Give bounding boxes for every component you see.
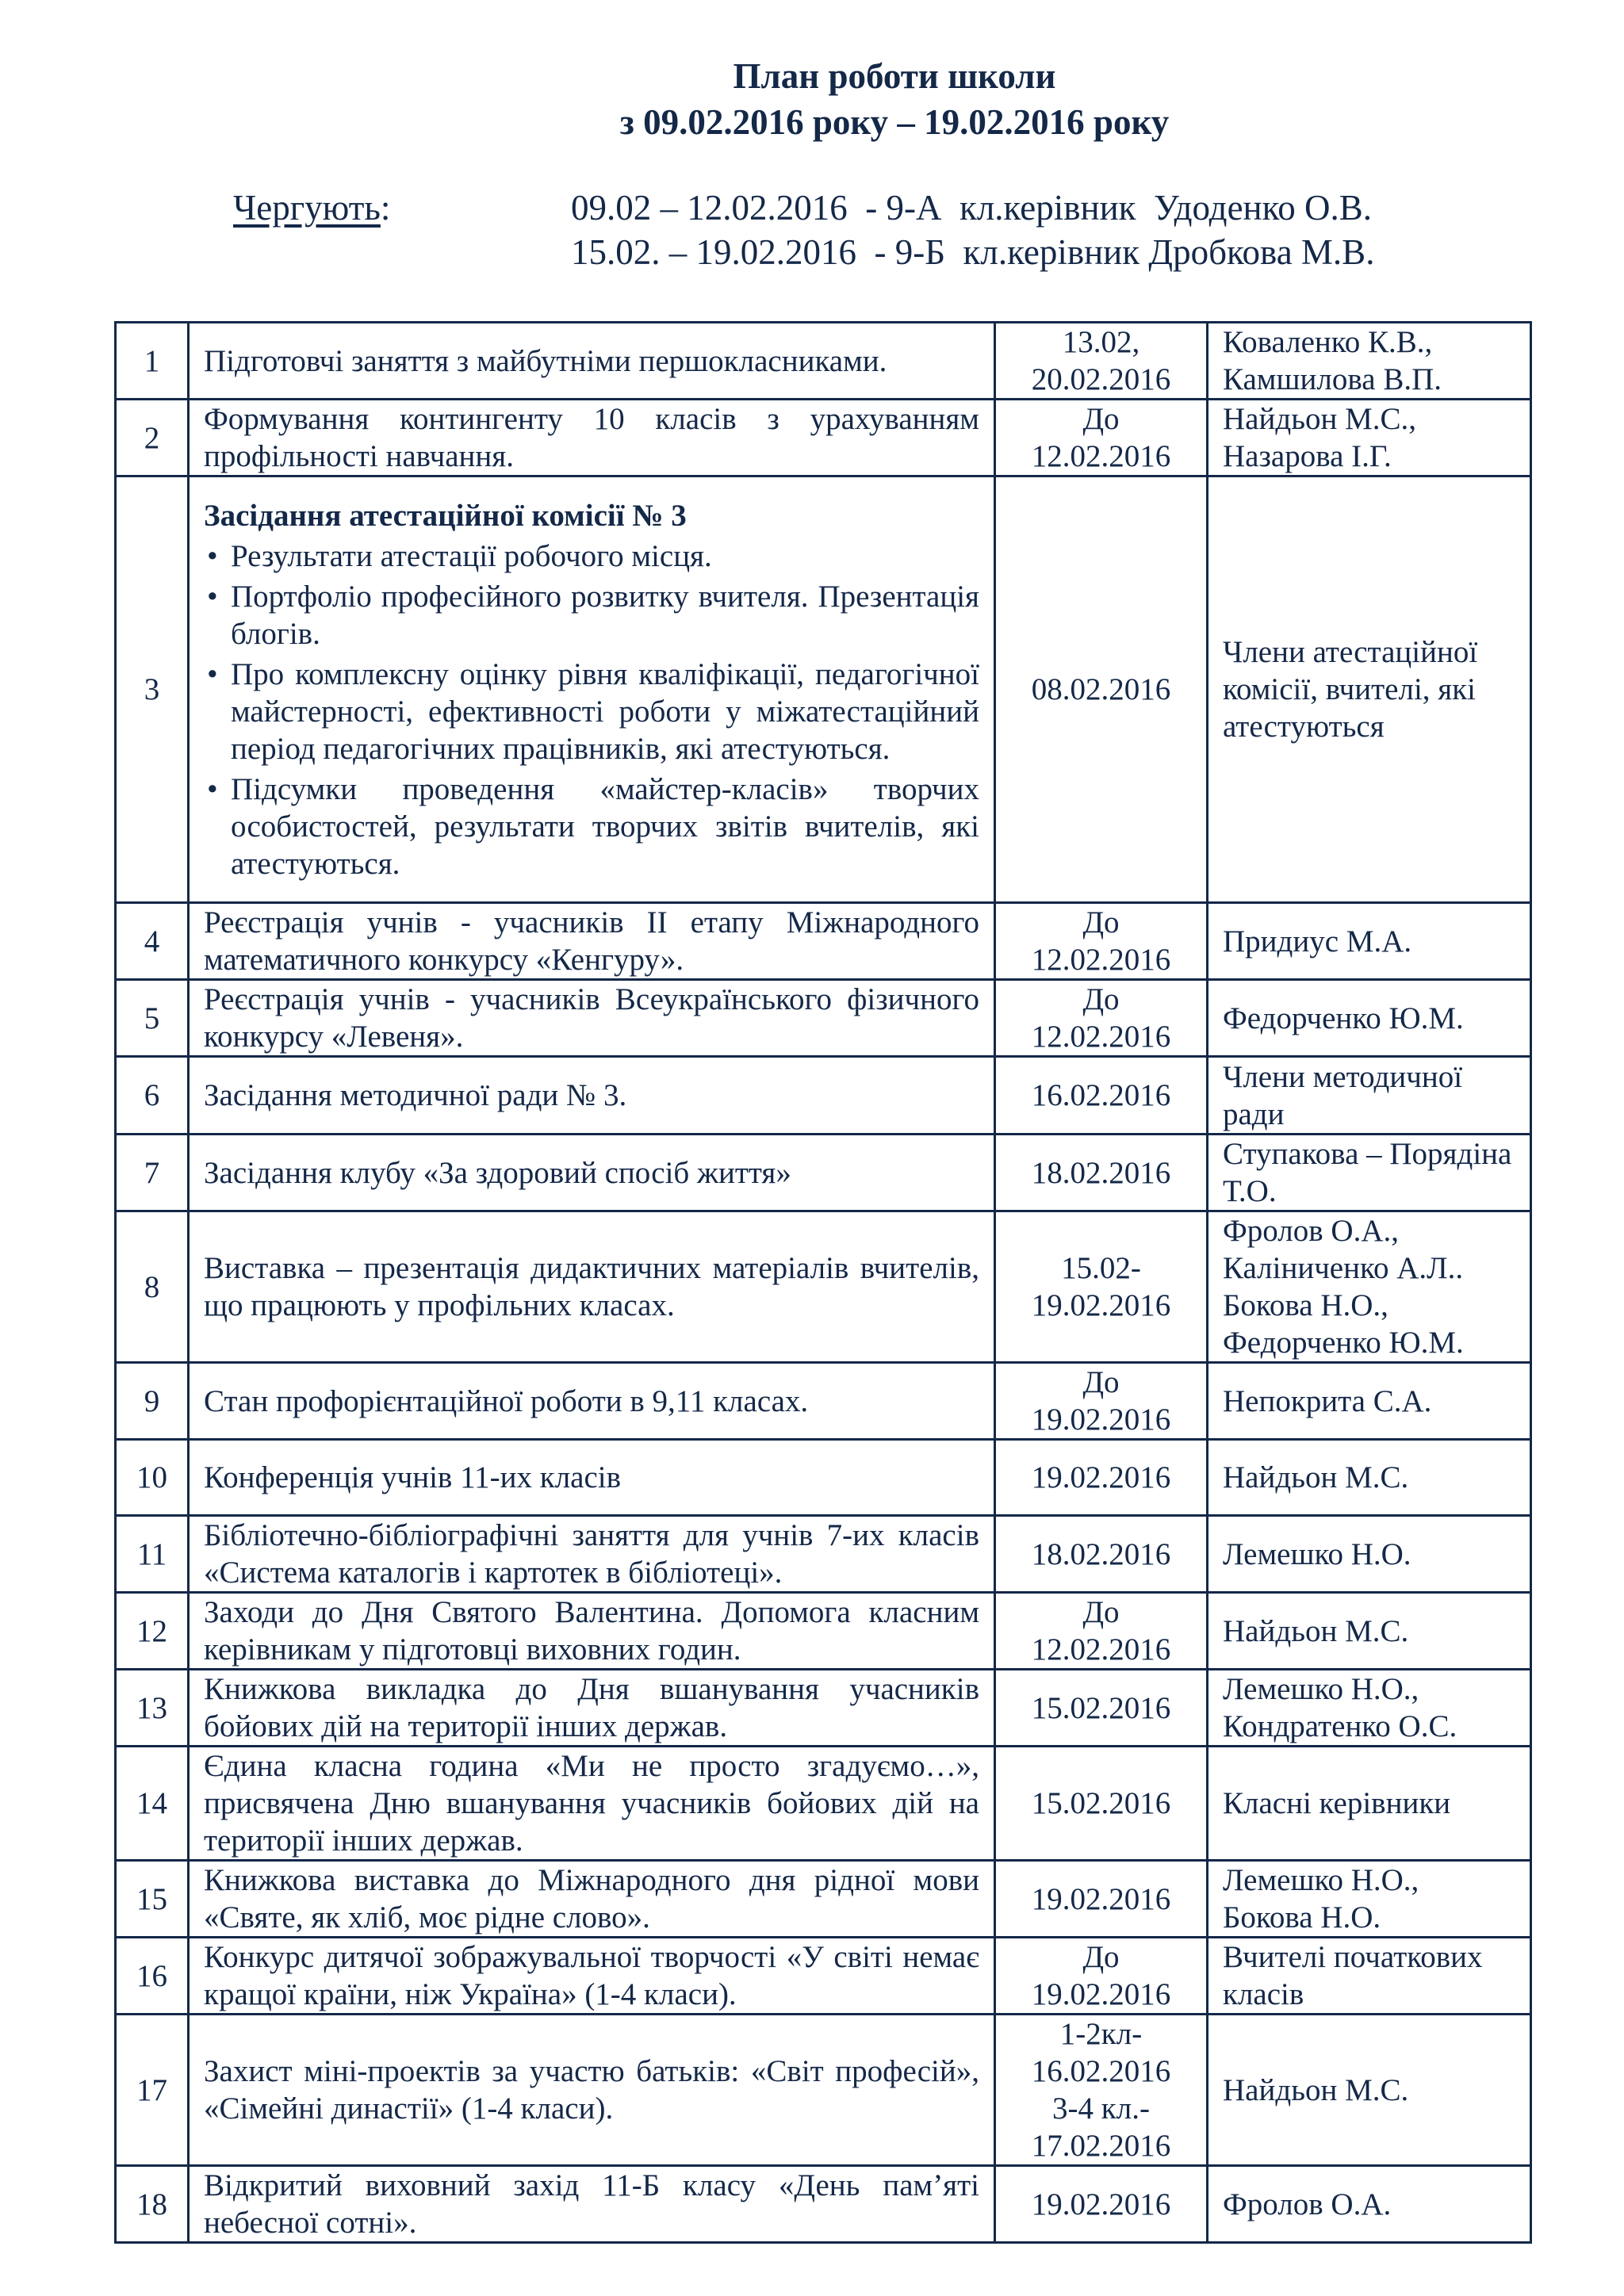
row-number: 16 xyxy=(116,1938,189,2015)
row-task: Захист міні-проектів за участю батьків: «Світ професій», «Сімейні династії» (1-4 класи). xyxy=(189,2015,995,2166)
table-row xyxy=(116,1938,1531,2015)
row-responsible: Найдьон М.С. xyxy=(1208,1593,1531,1670)
task-bullet-item: • Підсумки проведення «майстер-класів» творчих особистостей, результати творчих звітів вчителів, які атестуються. xyxy=(207,771,979,882)
row-task: Конкурс дитячої зображувальної творчості «У світі немає кращої країни, ніж Україна» (1-4 класи). xyxy=(189,1938,995,2015)
row-task: Книжкова виставка до Міжнародного дня рідної мови «Святе, як хліб, моє рідне слово». xyxy=(189,1861,995,1938)
table-row xyxy=(116,903,1531,980)
row-responsible: Найдьон М.С., Назарова І.Г. xyxy=(1208,400,1531,476)
row-responsible: Фролов О.А., Каліниченко А.Л.. Бокова Н.О., Федорченко Ю.М. xyxy=(1208,1211,1531,1363)
table-row xyxy=(116,1363,1531,1440)
row-date: До 12.02.2016 xyxy=(995,400,1208,476)
row-number: 7 xyxy=(116,1135,189,1211)
row-task: Формування контингенту 10 класів з урахуванням профільності навчання. xyxy=(189,400,995,476)
row-date: До 12.02.2016 xyxy=(995,980,1208,1057)
row-number: 8 xyxy=(116,1211,189,1363)
row-date: 13.02, 20.02.2016 xyxy=(995,323,1208,400)
row-task: Заходи до Дня Святого Валентина. Допомога класним керівникам у підготовці виховних годин. xyxy=(189,1593,995,1670)
row-number: 12 xyxy=(116,1593,189,1670)
row-number: 13 xyxy=(116,1670,189,1747)
row-task: Книжкова викладка до Дня вшанування учасників бойових дій на території інших держав. xyxy=(189,1670,995,1747)
table-row xyxy=(116,2015,1531,2166)
row-number: 11 xyxy=(116,1516,189,1593)
row-date: 1-2кл- 16.02.2016 3-4 кл.- 17.02.2016 xyxy=(995,2015,1208,2166)
row-responsible: Найдьон М.С. xyxy=(1208,1440,1531,1516)
task-bullet-list xyxy=(204,538,979,882)
task-bullet-item: • Портфоліо професійного розвитку вчителя. Презентація блогів. xyxy=(207,578,979,652)
row-number: 10 xyxy=(116,1440,189,1516)
row-number: 9 xyxy=(116,1363,189,1440)
row-date: 15.02.2016 xyxy=(995,1747,1208,1861)
table-row xyxy=(116,980,1531,1057)
row-number: 14 xyxy=(116,1747,189,1861)
row-date: 19.02.2016 xyxy=(995,1440,1208,1516)
duty-label xyxy=(233,186,390,230)
row-number: 18 xyxy=(116,2166,189,2243)
duty-line-1: 09.02 – 12.02.2016 - 9-А кл.керівник Удоденко О.В. xyxy=(571,188,1372,228)
table-row xyxy=(116,1211,1531,1363)
row-number: 6 xyxy=(116,1057,189,1135)
row-number: 15 xyxy=(116,1861,189,1938)
row-responsible: Лемешко Н.О., Бокова Н.О. xyxy=(1208,1861,1531,1938)
row-date: 08.02.2016 xyxy=(995,476,1208,903)
task-bullet-item: • Результати атестації робочого місця. xyxy=(207,538,979,575)
row-task: Засідання клубу «За здоровий спосіб життя» xyxy=(189,1135,995,1211)
duty-label-text: Чергують xyxy=(233,188,381,228)
row-responsible: Федорченко Ю.М. xyxy=(1208,980,1531,1057)
row-responsible: Коваленко К.В., Камшилова В.П. xyxy=(1208,323,1531,400)
page-title: План роботи школи xyxy=(733,56,1056,96)
row-task: Відкритий виховний захід 11-Б класу «День пам’яті небесної сотні». xyxy=(189,2166,995,2243)
duty-label-colon: : xyxy=(380,188,391,228)
row-number: 1 xyxy=(116,323,189,400)
row-date: До 19.02.2016 xyxy=(995,1938,1208,2015)
task-title: Засідання атестаційної комісії № 3 xyxy=(204,498,687,533)
table-row xyxy=(116,1747,1531,1861)
row-task: Бібліотечно-бібліографічні заняття для учнів 7-их класів «Система каталогів і картотек в бібліотеці». xyxy=(189,1516,995,1593)
row-task: Виставка – презентація дидактичних матеріалів вчителів, що працюють у профільних класах. xyxy=(189,1211,995,1363)
row-responsible: Найдьон М.С. xyxy=(1208,2015,1531,2166)
row-date: 15.02- 19.02.2016 xyxy=(995,1211,1208,1363)
row-number: 17 xyxy=(116,2015,189,2166)
row-date: До 12.02.2016 xyxy=(995,903,1208,980)
row-responsible: Лемешко Н.О. xyxy=(1208,1516,1531,1593)
row-responsible: Фролов О.А. xyxy=(1208,2166,1531,2243)
work-plan-table-body xyxy=(116,323,1531,2243)
row-date: 19.02.2016 xyxy=(995,2166,1208,2243)
row-number: 3 xyxy=(116,476,189,903)
row-date: 15.02.2016 xyxy=(995,1670,1208,1747)
table-row xyxy=(116,400,1531,476)
table-row xyxy=(116,323,1531,400)
row-responsible: Вчителі початкових класів xyxy=(1208,1938,1531,2015)
page-subtitle-period: з 09.02.2016 року – 19.02.2016 року xyxy=(619,102,1170,142)
row-task: Стан профорієнтаційної роботи в 9,11 класах. xyxy=(189,1363,995,1440)
row-date: 18.02.2016 xyxy=(995,1135,1208,1211)
row-responsible: Члени методичної ради xyxy=(1208,1057,1531,1135)
row-date: 16.02.2016 xyxy=(995,1057,1208,1135)
row-date: До 19.02.2016 xyxy=(995,1363,1208,1440)
row-number: 4 xyxy=(116,903,189,980)
table-row xyxy=(116,2166,1531,2243)
table-row xyxy=(116,1057,1531,1135)
row-responsible: Непокрита С.А. xyxy=(1208,1363,1531,1440)
row-responsible: Придиус М.А. xyxy=(1208,903,1531,980)
table-row xyxy=(116,1861,1531,1938)
row-number: 5 xyxy=(116,980,189,1057)
task-bullet-item: • Про комплексну оцінку рівня кваліфікації, педагогічної майстерності, ефективності роботи у міжатестаційний період педагогічних працівників, які атестуються. xyxy=(207,656,979,767)
row-task: Реєстрація учнів - учасників Всеукраїнського фізичного конкурсу «Левеня». xyxy=(189,980,995,1057)
row-responsible: Лемешко Н.О., Кондратенко О.С. xyxy=(1208,1670,1531,1747)
table-row xyxy=(116,476,1531,903)
table-row xyxy=(116,1440,1531,1516)
row-responsible: Ступакова – Порядіна Т.О. xyxy=(1208,1135,1531,1211)
duty-line-2: 15.02. – 19.02.2016 - 9-Б кл.керівник Дробкова М.В. xyxy=(571,232,1375,272)
table-row xyxy=(116,1135,1531,1211)
table-row xyxy=(116,1670,1531,1747)
table-row xyxy=(116,1593,1531,1670)
row-task xyxy=(189,476,995,903)
table-row xyxy=(116,1516,1531,1593)
row-task: Засідання методичної ради № 3. xyxy=(189,1057,995,1135)
row-task: Єдина класна година «Ми не просто згадуємо…», присвячена Дню вшанування учасників бойових дій на території інших держав. xyxy=(189,1747,995,1861)
row-responsible: Класні керівники xyxy=(1208,1747,1531,1861)
row-task: Реєстрація учнів - учасників ІІ етапу Міжнародного математичного конкурсу «Кенгуру». xyxy=(189,903,995,980)
row-responsible: Члени атестаційної комісії, вчителі, які атестуються xyxy=(1208,476,1531,903)
row-number: 2 xyxy=(116,400,189,476)
row-task: Підготовчі заняття з майбутніми першокласниками. xyxy=(189,323,995,400)
row-date: До 12.02.2016 xyxy=(995,1593,1208,1670)
row-date: 19.02.2016 xyxy=(995,1861,1208,1938)
row-task: Конференція учнів 11-их класів xyxy=(189,1440,995,1516)
work-plan-table xyxy=(114,321,1532,2244)
row-date: 18.02.2016 xyxy=(995,1516,1208,1593)
